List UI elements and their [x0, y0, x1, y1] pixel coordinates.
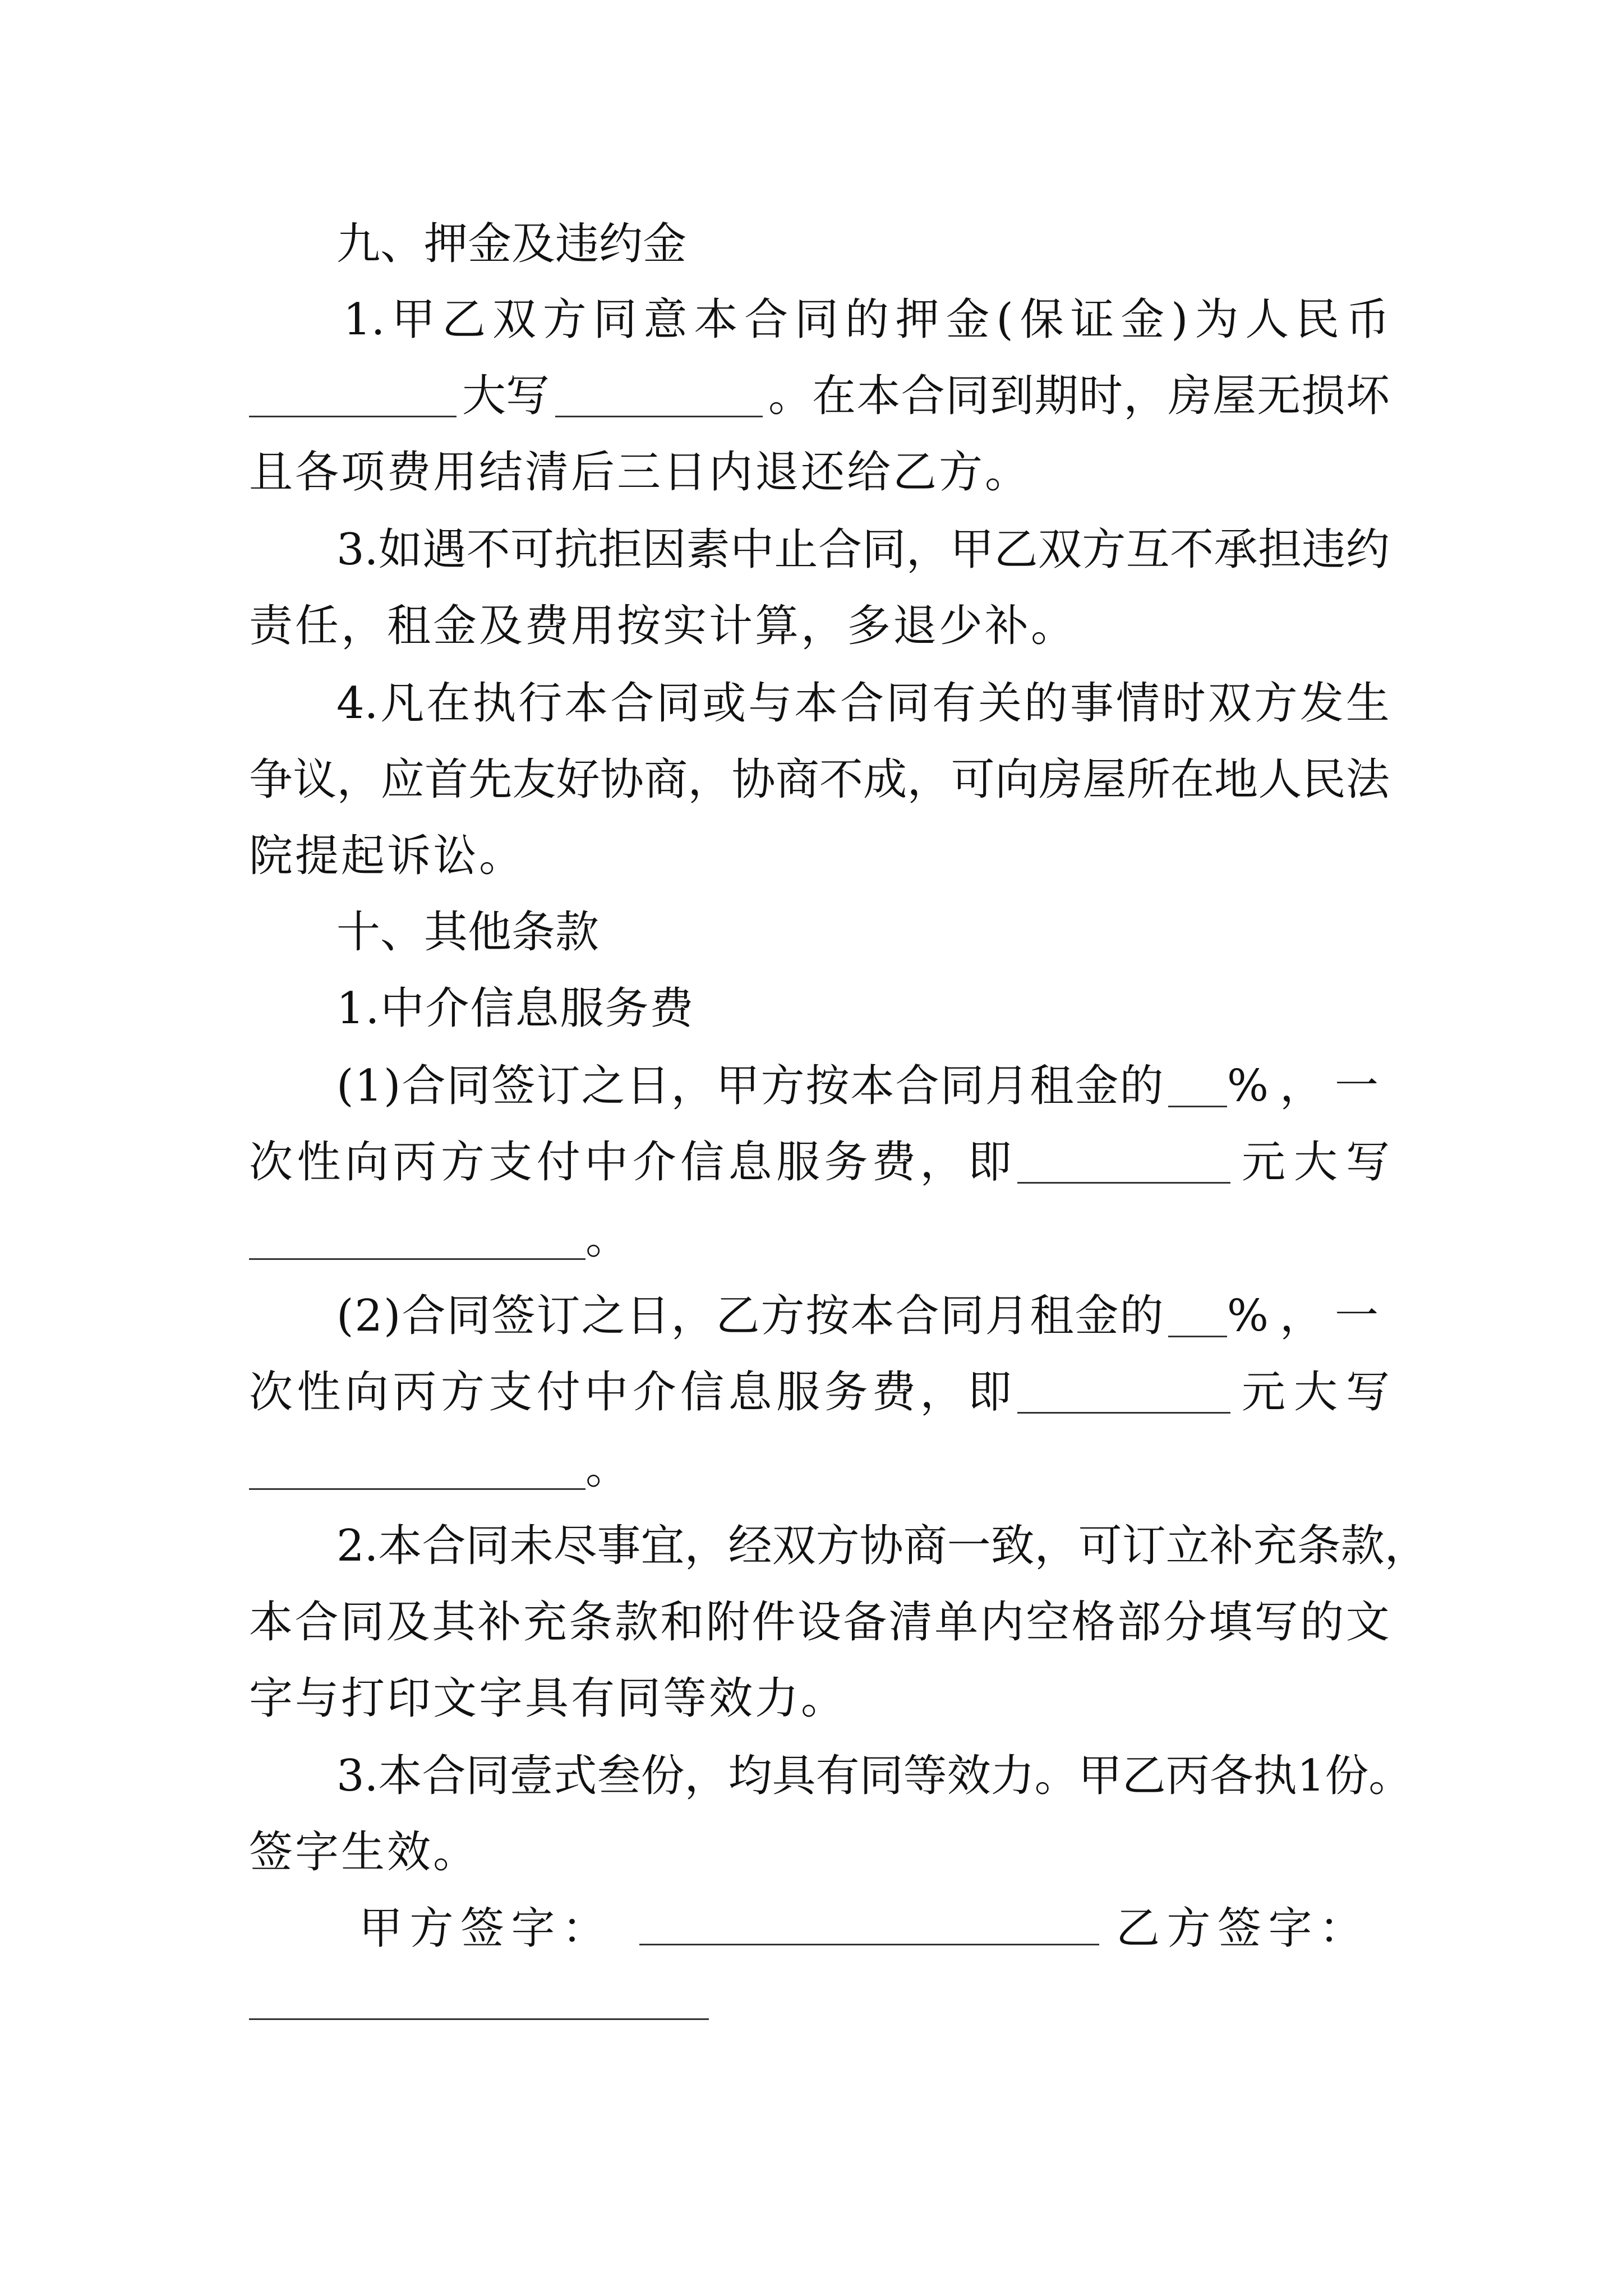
text-char: 同 [593, 295, 637, 345]
deposit-daxie-blank [555, 375, 763, 417]
text-char: 补 [1209, 1521, 1253, 1571]
text-char: 格 [1071, 1597, 1115, 1648]
text-char: 元 [1242, 1137, 1286, 1188]
text-char: 同 [795, 295, 839, 345]
text-char: 介 [632, 1137, 676, 1188]
text-char: 2. [336, 1521, 379, 1571]
text-char: 同 [465, 1521, 510, 1571]
text-char: 大 [1293, 1137, 1338, 1188]
text-char: 地 [1214, 754, 1258, 805]
text-char: ， [684, 1521, 728, 1571]
text-char: 即 [967, 1367, 1012, 1418]
text-char: 一 [947, 1521, 991, 1571]
text-char: ， [920, 1367, 964, 1418]
text-char: ， [1034, 1521, 1078, 1571]
text-char: 1. [343, 295, 385, 345]
text-char: 意 [643, 295, 688, 345]
text-char: ， [688, 754, 732, 805]
text-char: 因 [642, 524, 686, 575]
text-char: 未 [509, 1521, 554, 1571]
text-char: 丙 [1165, 1751, 1210, 1801]
text-char: 素 [686, 524, 730, 575]
text-char: ， [336, 754, 381, 805]
text-char: 商 [903, 1521, 947, 1571]
text-char: 乙 [442, 295, 486, 345]
text-char: 息 [728, 1137, 772, 1188]
text-char: 无 [1257, 371, 1301, 421]
party-b-signature-label [1116, 1889, 1363, 1968]
section10-sub1-line3 [249, 1199, 1390, 1278]
text-char: 款 [614, 1597, 658, 1648]
text-char: 同 [886, 678, 930, 729]
text-char: 甲 [950, 524, 994, 575]
text-char: ， [1123, 371, 1168, 421]
text-char: 金 [1121, 295, 1165, 345]
text-char: 乙 [994, 524, 1038, 575]
text-char: 介 [632, 1367, 676, 1418]
text-char: 可 [951, 754, 995, 805]
text-char: 坏 [1345, 371, 1390, 421]
text-char: 人 [1258, 754, 1302, 805]
text-char: 。 [1034, 1751, 1078, 1801]
section10-item2-line2 [249, 1583, 1390, 1662]
text-char: 承 [1214, 524, 1258, 575]
text-char: 本 [564, 678, 608, 729]
sub1-end: 。 [585, 1213, 630, 1264]
text-char: 息 [728, 1367, 772, 1418]
text-char: 本 [694, 295, 738, 345]
text-char: 先 [468, 754, 513, 805]
text-char: 空 [1026, 1597, 1070, 1648]
text-char: 执 [1253, 1751, 1297, 1801]
text-char: 备 [843, 1597, 887, 1648]
text-char: 甲 [391, 295, 436, 345]
text-char: 抗 [554, 524, 598, 575]
text-char: 合 [422, 1521, 466, 1571]
text-char: 大 [1293, 1367, 1338, 1418]
text-char: 式 [553, 1751, 597, 1801]
text-char: 方 [815, 1521, 860, 1571]
text-char: 丙 [393, 1137, 437, 1188]
section-heading-9: 九、押金及违约金 [336, 219, 687, 269]
text-char: 付 [536, 1367, 580, 1418]
sub1-percent-blank [1168, 1065, 1227, 1107]
text-char: 商 [644, 754, 688, 805]
text-char: 应 [380, 754, 425, 805]
text-char: 在 [426, 678, 471, 729]
text-char: 写 [1254, 1597, 1298, 1648]
text-char: 好 [556, 754, 600, 805]
text-char: 发 [1299, 678, 1344, 729]
sub1-line2-tail [1242, 1123, 1390, 1202]
section9-item4-line3: 院提起诉讼。 [249, 831, 525, 881]
section10-sub1-line1 [336, 1047, 1390, 1125]
text-char: 房 [1168, 371, 1212, 421]
text-char: 遇 [422, 524, 467, 575]
text-char: 性 [297, 1137, 341, 1188]
text-char: 设 [797, 1597, 841, 1648]
text-char: 文 [1345, 1597, 1390, 1648]
text-char: 房 [1039, 754, 1083, 805]
text-char: 币 [1345, 295, 1390, 345]
text-char: 担 [1257, 524, 1302, 575]
sub2-yuan-blank [1017, 1372, 1230, 1414]
text-char: 或 [702, 678, 746, 729]
text-char: 中 [584, 1137, 629, 1188]
text-char: ， [907, 754, 951, 805]
text-char: 为 [1195, 295, 1239, 345]
text-char: 商 [775, 754, 819, 805]
text-char: 证 [1070, 295, 1114, 345]
text-char: 附 [706, 1597, 750, 1648]
text-char: 同 [862, 524, 906, 575]
text-char: 清 [888, 1597, 933, 1648]
text-char: 方 [1166, 1903, 1211, 1954]
text-char: 合 [422, 1751, 466, 1801]
text-char: ： [1318, 1903, 1363, 1954]
text-char: 期 [1034, 371, 1078, 421]
text-char: 同 [946, 371, 990, 421]
text-char: ) [1171, 295, 1188, 345]
sub1-line2-text [249, 1123, 1012, 1202]
text-char: 止 [774, 524, 818, 575]
text-char: 本 [378, 1521, 422, 1571]
text-char: ， [684, 1751, 728, 1801]
text-char: 信 [680, 1367, 725, 1418]
text-char: 方 [1082, 524, 1126, 575]
text-char: 拒 [598, 524, 642, 575]
section9-item4-line2 [249, 740, 1390, 819]
text-char: 金 [946, 295, 990, 345]
text-char: 同 [656, 678, 700, 729]
text-char: 情 [1115, 678, 1160, 729]
section10-item1-title: 1.中介信息服务费 [336, 983, 695, 1034]
section9-item1-line2 [249, 357, 1390, 435]
text-char: 屋 [1212, 371, 1256, 421]
sub2-daxie-blank [249, 1448, 585, 1490]
text-char: 条 [569, 1597, 613, 1648]
text-char: 甲 [359, 1903, 403, 1954]
text-char: 本 [378, 1751, 422, 1801]
text-char: 凡 [380, 678, 425, 729]
deposit-amount-blank [249, 375, 457, 417]
text-char: 双 [1038, 524, 1082, 575]
text-char: 方 [542, 295, 587, 345]
text-char: 可 [510, 524, 555, 575]
text-char: ： [561, 1903, 606, 1954]
text-char: 保 [1020, 295, 1064, 345]
text-char: 关 [978, 678, 1022, 729]
sub2-line2-text [249, 1353, 1012, 1432]
text-char: 可 [1078, 1521, 1122, 1571]
text-char: 份 [1325, 1751, 1369, 1801]
section10-item2-line1 [336, 1507, 1428, 1585]
section10-item3-line1 [336, 1737, 1413, 1815]
text-char: 分 [1163, 1597, 1207, 1648]
text-char: 次 [249, 1367, 293, 1418]
text-char: 立 [1165, 1521, 1210, 1571]
text-char: 费 [872, 1137, 916, 1188]
text-char: 丙 [393, 1367, 437, 1418]
text-char: 与 [748, 678, 792, 729]
text-char: 付 [536, 1137, 580, 1188]
text-char: 在 [1170, 754, 1214, 805]
text-char: 违 [1302, 524, 1346, 575]
text-char: 不 [466, 524, 510, 575]
text-char: 合 [840, 678, 884, 729]
text-char: 务 [824, 1367, 868, 1418]
text-char: 信 [680, 1137, 725, 1188]
text-char: 双 [1207, 678, 1252, 729]
text-char: 事 [1069, 678, 1114, 729]
sub2-tail: %，一 [1227, 1291, 1390, 1341]
text-char: 各 [1209, 1751, 1253, 1801]
text-char: 元 [1242, 1367, 1286, 1418]
text-char: 争 [249, 754, 293, 805]
text-char: 签 [460, 1903, 504, 1954]
text-char: 次 [249, 1137, 293, 1188]
text-char: 约 [1345, 524, 1390, 575]
section10-sub2-line2 [249, 1353, 1390, 1432]
text-char: 互 [1126, 524, 1170, 575]
text-char: 合 [294, 1597, 339, 1648]
sub1-tail: %，一 [1227, 1061, 1390, 1111]
text-char: 的 [1023, 678, 1068, 729]
text-char: 不 [1170, 524, 1214, 575]
text-char: 押 [895, 295, 939, 345]
sub1-text: (1)合同签订之日，甲方按本合同月租金的 [336, 1061, 1165, 1111]
text-char: 服 [776, 1367, 820, 1418]
text-char: 叁 [597, 1751, 641, 1801]
text-char: 经 [728, 1521, 772, 1571]
text-char: 向 [344, 1137, 389, 1188]
text-char: 同 [859, 1751, 903, 1801]
text-char: 条 [1297, 1521, 1341, 1571]
text-char: 效 [947, 1751, 991, 1801]
text-char: 到 [990, 371, 1034, 421]
section9-item3-line1 [336, 510, 1390, 589]
text-char: ， [920, 1137, 964, 1188]
text-char: 4. [336, 678, 379, 729]
section10-sub1-line2 [249, 1123, 1390, 1202]
text-char: 写 [1345, 1137, 1390, 1188]
text-char: 务 [824, 1137, 868, 1188]
text-char: ， [1384, 1521, 1428, 1571]
text-char: 本 [856, 371, 901, 421]
text-char: 字 [1268, 1903, 1312, 1954]
section9-item4-line1 [336, 664, 1390, 743]
text-char: 单 [934, 1597, 979, 1648]
text-char: 本 [794, 678, 838, 729]
text-char: 乙 [1116, 1903, 1160, 1954]
text-char: 损 [1301, 371, 1345, 421]
text-char: 3. [336, 524, 379, 575]
text-char: 壹 [509, 1751, 554, 1801]
text-char: 同 [465, 1751, 510, 1801]
party-b-signature-line [249, 2018, 709, 2020]
sub2-percent-blank [1168, 1295, 1227, 1337]
text-char: 合 [901, 371, 945, 421]
text-char: 乙 [1122, 1751, 1166, 1801]
text-char: 成 [863, 754, 907, 805]
text-char: 性 [297, 1367, 341, 1418]
text-char: 同 [340, 1597, 384, 1648]
text-char: 议 [293, 754, 337, 805]
text-char: 合 [744, 295, 789, 345]
text-char: 协 [859, 1521, 903, 1571]
text-char: 方 [440, 1367, 485, 1418]
text-char: 人 [1245, 295, 1289, 345]
text-char: 件 [751, 1597, 796, 1648]
text-char: 等 [903, 1751, 947, 1801]
text-char: 协 [731, 754, 776, 805]
text-char: 双 [772, 1521, 816, 1571]
text-char: 方 [440, 1137, 485, 1188]
text-char: 行 [518, 678, 562, 729]
text-char: 均 [728, 1751, 772, 1801]
sub2-text: (2)合同签订之日，乙方按本合同月租金的 [336, 1291, 1165, 1341]
text-char: 时 [1161, 678, 1206, 729]
text-char: 签 [1217, 1903, 1261, 1954]
text-char: 向 [344, 1367, 389, 1418]
text-char: 及 [386, 1597, 430, 1648]
text-char: 具 [772, 1751, 816, 1801]
text-char: 支 [488, 1367, 533, 1418]
text-char: 方 [409, 1903, 454, 1954]
text-char: 订 [1122, 1521, 1166, 1571]
text-char: 即 [967, 1137, 1012, 1188]
text-char: 有 [932, 678, 976, 729]
text-char: 部 [1117, 1597, 1161, 1648]
text-char: 不 [819, 754, 864, 805]
text-char: 时 [1078, 371, 1123, 421]
text-char: 服 [776, 1137, 820, 1188]
section10-item2-line3: 字与打印文字具有同等效力。 [249, 1673, 847, 1724]
party-a-signature-label [359, 1889, 606, 1968]
text-char: 。在 [768, 371, 856, 421]
text-char: 份 [640, 1751, 685, 1801]
section-heading-10: 十、其他条款 [336, 907, 600, 958]
text-char: 款 [1340, 1521, 1385, 1571]
text-char: 力 [990, 1751, 1035, 1801]
text-char: 生 [1345, 678, 1390, 729]
text-char: 3. [336, 1751, 379, 1801]
text-char: 合 [610, 678, 654, 729]
text-char: 。 [1368, 1751, 1413, 1801]
sub2-end: 。 [585, 1443, 630, 1494]
text-char: 事 [597, 1521, 641, 1571]
text-char: 法 [1345, 754, 1390, 805]
text-char: 首 [424, 754, 468, 805]
text-char: 执 [472, 678, 517, 729]
text-char: 方 [1253, 678, 1298, 729]
text-char: 本 [249, 1597, 293, 1648]
section9-item1-line2-rest [768, 357, 1390, 435]
text-char: 字 [511, 1903, 555, 1954]
section9-item1-line1 [343, 280, 1390, 359]
text-char: 中 [584, 1367, 629, 1418]
text-char: ( [996, 295, 1013, 345]
text-char: 如 [378, 524, 422, 575]
text-char: 屋 [1082, 754, 1127, 805]
section10-sub2-line1 [336, 1277, 1390, 1355]
text-char: 向 [994, 754, 1039, 805]
text-char: 费 [872, 1367, 916, 1418]
text-char: 的 [845, 295, 889, 345]
text-char: 甲 [1078, 1751, 1122, 1801]
party-a-signature-line [639, 1944, 1099, 1945]
sub1-daxie-blank [249, 1218, 585, 1260]
text-char: 写 [1345, 1367, 1390, 1418]
sub2-line2-tail [1242, 1353, 1390, 1432]
text-char: 充 [1253, 1521, 1297, 1571]
text-char: 合 [818, 524, 862, 575]
text-char: 民 [1295, 295, 1340, 345]
sub1-yuan-blank [1017, 1142, 1230, 1184]
text-char: 的 [1300, 1597, 1344, 1648]
section10-item3-line2: 签字生效。 [249, 1827, 479, 1878]
text-char: 友 [512, 754, 556, 805]
section9-item1-line3: 且各项费用结清后三日内退还给乙方。 [249, 447, 1031, 498]
text-char: 补 [477, 1597, 522, 1648]
text-char: 充 [523, 1597, 567, 1648]
daxie-label: 大写 [462, 371, 550, 421]
text-char: 协 [600, 754, 644, 805]
text-char: ， [906, 524, 950, 575]
text-char: 1 [1297, 1751, 1325, 1801]
text-char: 宜 [640, 1521, 685, 1571]
text-char: 其 [431, 1597, 476, 1648]
text-char: 内 [980, 1597, 1024, 1648]
text-char: 有 [815, 1751, 860, 1801]
text-char: 填 [1209, 1597, 1253, 1648]
text-char: 所 [1126, 754, 1170, 805]
text-char: 致 [990, 1521, 1035, 1571]
text-char: 和 [660, 1597, 704, 1648]
text-char: 中 [730, 524, 774, 575]
text-char: 尽 [553, 1521, 597, 1571]
section9-item3-line2: 责任，租金及费用按实计算，多退少补。 [249, 601, 1077, 651]
text-char: 民 [1302, 754, 1346, 805]
text-char: 支 [488, 1137, 533, 1188]
section10-sub2-line3 [249, 1429, 1390, 1508]
text-char: 双 [492, 295, 536, 345]
